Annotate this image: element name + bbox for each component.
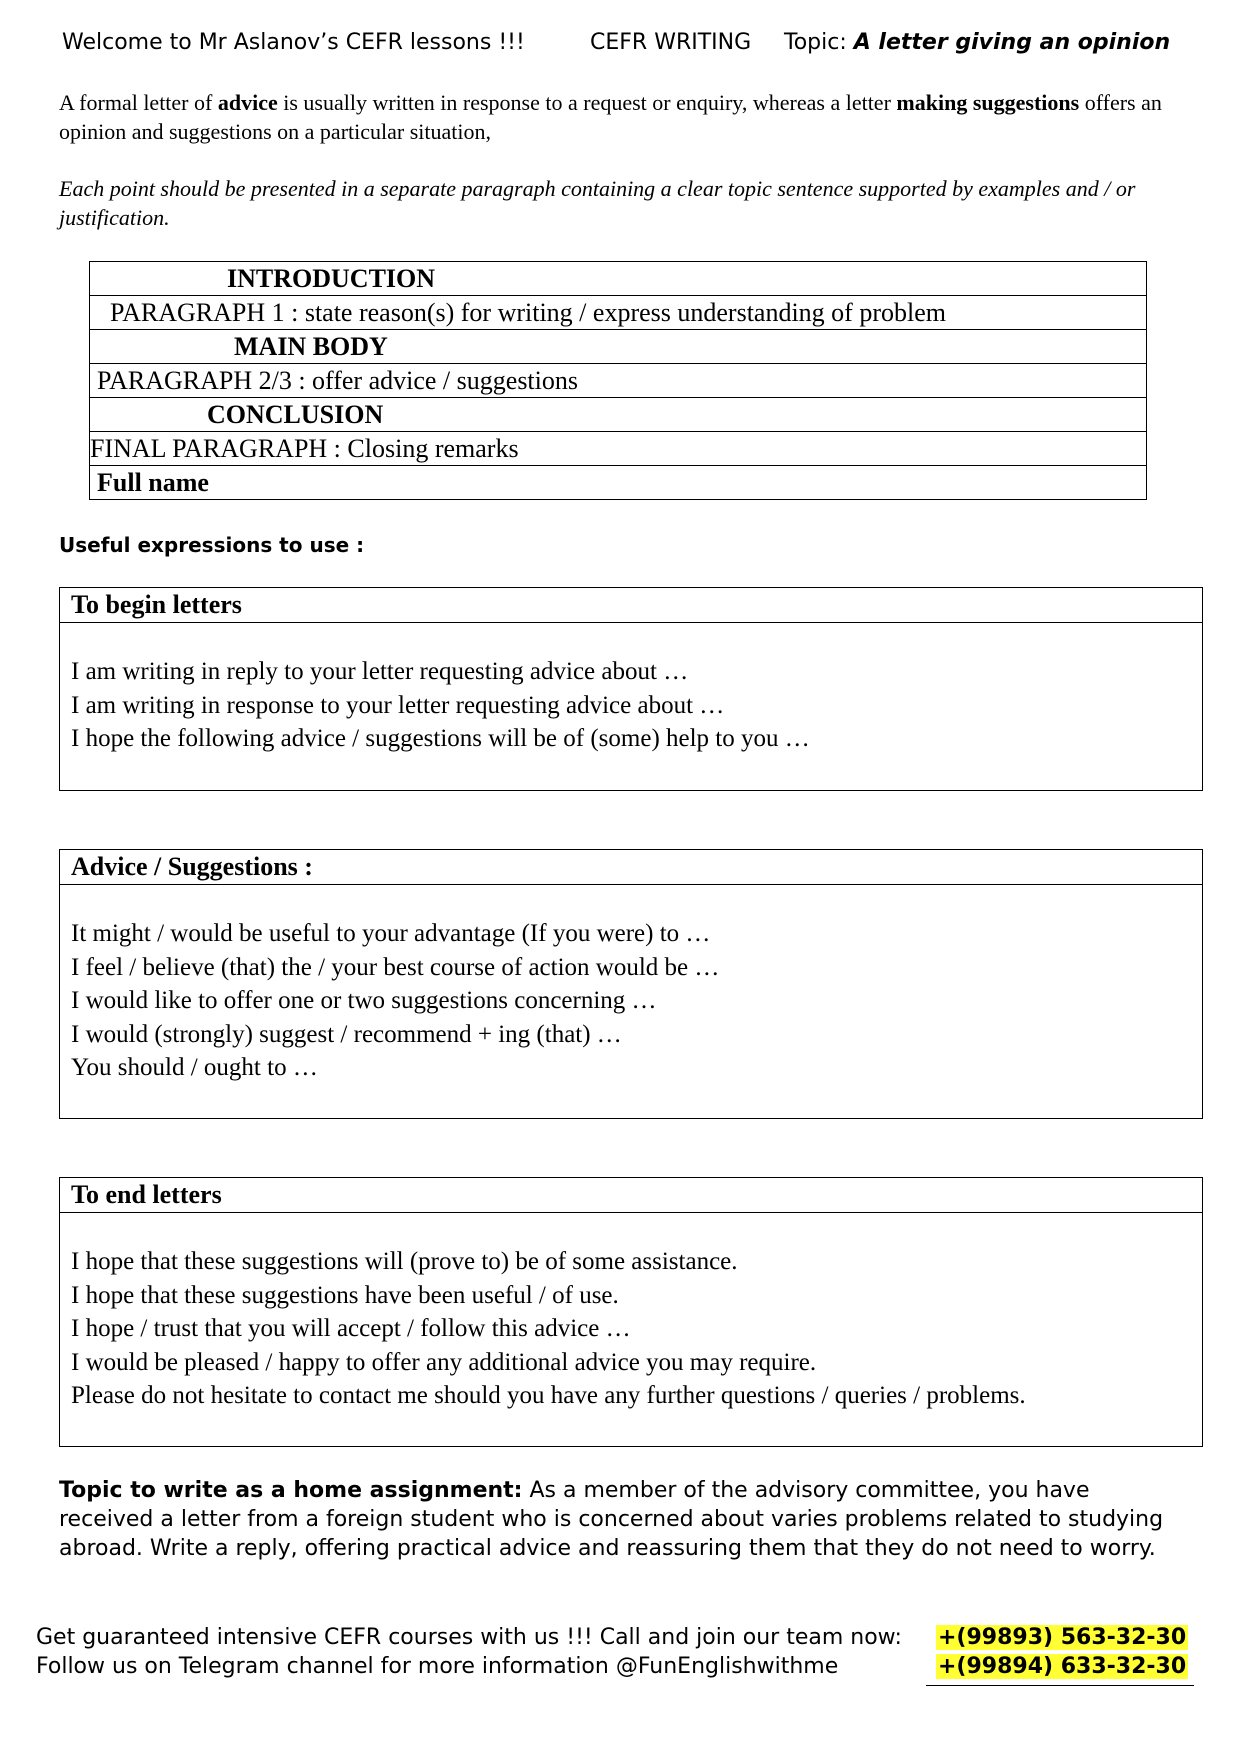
conclusion-heading: CONCLUSION [90,398,1147,432]
table-row [90,364,1147,398]
list-item: I would be pleased / happy to offer any additional advice you may require. [71,1348,817,1376]
begin-letters-box [59,587,1203,791]
paragraph-1-cell: PARAGRAPH 1 : state reason(s) for writing / express understanding of problem [90,296,1147,330]
footer-telegram-line: Follow us on Telegram channel for more information @FunEnglishwithme [36,1654,839,1679]
intro-bold-advice: advice [217,90,278,115]
home-assignment [59,1476,1189,1563]
list-item: I would like to offer one or two suggestions concerning … [71,987,657,1014]
section-label: CEFR WRITING [590,30,752,55]
footer-promo-line: Get guaranteed intensive CEFR courses with us !!! Call and join our team now: [36,1625,902,1650]
end-letters-box [59,1177,1203,1447]
main-body-heading: MAIN BODY [90,330,1147,364]
list-item: I am writing in response to your letter requesting advice about … [71,691,725,719]
list-item: You should / ought to … [71,1054,318,1081]
list-item: It might / would be useful to your advantage (If you were) to … [71,920,711,947]
table-row [90,398,1147,432]
footer [36,1625,1206,1695]
paragraph-2-3-cell: PARAGRAPH 2/3 : offer advice / suggestions [90,364,1147,398]
welcome-text: Welcome to Mr Aslanov’s CEFR lessons !!! [62,30,525,55]
final-paragraph-cell: FINAL PARAGRAPH : Closing remarks [90,432,1147,466]
useful-expressions-title: Useful expressions to use : [59,533,365,557]
box-title: Advice / Suggestions : [60,850,1202,885]
box-title: To end letters [60,1178,1202,1213]
advice-suggestions-box [59,849,1203,1119]
note-paragraph: Each point should be presented in a separate paragraph containing a clear topic sentence supported by examples and / or justification. [59,176,1136,230]
list-item: I hope that these suggestions will (prove to) be of some assistance. [71,1248,738,1275]
table-row [90,432,1147,466]
box-body [60,1213,1202,1413]
footer-divider [926,1685,1194,1686]
topic-line [784,30,1170,55]
intro-text-1: A formal letter of [59,90,218,115]
box-title: To begin letters [60,588,1202,623]
assignment-text: As a member of the advisory committee, you have received a letter from a foreign student who is concerned about varies problems related to studying abroad. Write a reply, offering practical advice and reassuring them that they do not need to worry. [59,1478,1164,1561]
table-row [90,296,1147,330]
list-item: Please do not hesitate to contact me should you have any further questions / queries / problems. [71,1382,1026,1409]
assignment-label: Topic to write as a home assignment: [59,1478,523,1503]
table-row [90,466,1147,500]
intro-heading: INTRODUCTION [90,262,1147,296]
letter-structure-table [89,261,1147,500]
topic-label: Topic: [784,30,847,55]
topic-title: A letter giving an opinion [853,30,1171,55]
list-item: I hope the following advice / suggestions will be of (some) help to you … [71,725,810,752]
intro-bold-suggestions: making suggestions [896,90,1080,115]
full-name-cell: Full name [90,466,1147,500]
page-header [62,30,1180,62]
intro-text-2: is usually written in response to a request or enquiry, whereas a letter [277,90,897,115]
list-item: I feel / believe (that) the / your best course of action would be … [71,953,720,981]
list-item: I hope that these suggestions have been useful / of use. [71,1281,619,1309]
intro-paragraph [59,88,1169,146]
box-body [60,623,1202,756]
box-body [60,885,1202,1085]
table-row [90,262,1147,296]
phone-number-1: +(99893) 563-32-30 [938,1625,1187,1650]
list-item: I would (strongly) suggest / recommend + ing (that) … [71,1020,622,1048]
table-row [90,330,1147,364]
phone-number-2: +(99894) 633-32-30 [938,1654,1187,1679]
list-item: I am writing in reply to your letter requesting advice about … [71,658,689,685]
list-item: I hope / trust that you will accept / follow this advice … [71,1315,631,1342]
intro-text-3: offers an opinion and suggestions on a particular situation, [59,90,1162,144]
